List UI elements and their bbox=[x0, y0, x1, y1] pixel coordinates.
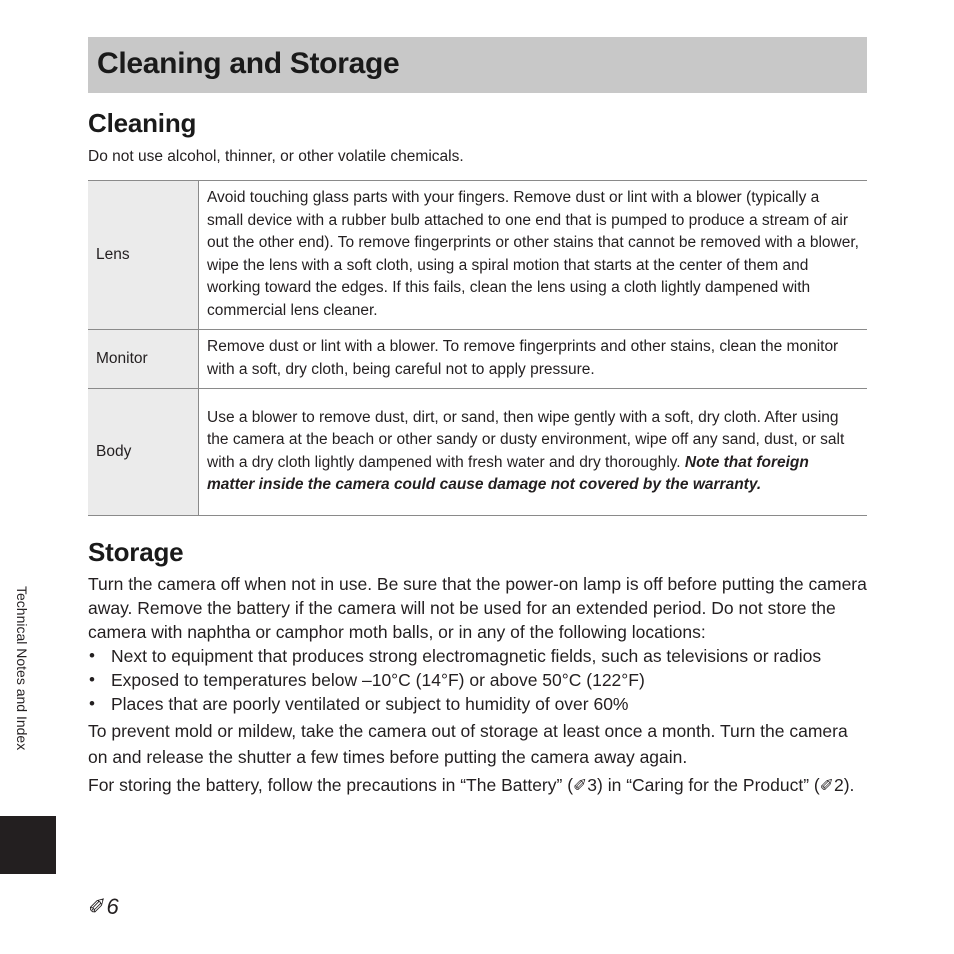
list-item bbox=[88, 692, 867, 716]
storage-section bbox=[88, 572, 867, 799]
technical-notes-icon: ✐ bbox=[573, 776, 588, 795]
bullet-icon: • bbox=[89, 646, 95, 665]
technical-notes-icon: ✐ bbox=[819, 776, 834, 795]
row-label-lens: Lens bbox=[88, 181, 199, 330]
storage-heading: Storage bbox=[88, 537, 184, 567]
row-label-monitor: Monitor bbox=[88, 330, 199, 389]
battery-text-3: ). bbox=[843, 775, 855, 795]
title-bar bbox=[88, 37, 867, 93]
bullet-icon: • bbox=[89, 670, 95, 689]
page-title: Cleaning and Storage bbox=[97, 47, 400, 80]
page-number-value: 6 bbox=[106, 894, 119, 919]
table-row bbox=[88, 389, 867, 516]
bullet-icon: • bbox=[89, 694, 95, 713]
body-text: Use a blower to remove dust, dirt, or sand, then wipe gently with a soft, dry cloth. After using the camera at the beach or other sandy or dusty environment, wipe off any sand, dust, or salt with a dry cloth lightly dampened with fresh water and dry thoroughly. bbox=[207, 408, 845, 471]
list-item-text: Next to equipment that produces strong electromagnetic fields, such as televisions or radios bbox=[111, 646, 822, 666]
side-tab-label: Technical Notes and Index bbox=[14, 586, 30, 751]
list-item bbox=[88, 644, 867, 668]
storage-intro: Turn the camera off when not in use. Be sure that the power-on lamp is off before putting the camera away. Remove the battery if the camera will not be used for an extended period. Do not store the camera with naphtha or camphor moth balls, or in any of the following locations: bbox=[88, 574, 867, 642]
section-tab-marker bbox=[0, 816, 56, 874]
row-label-body: Body bbox=[88, 389, 199, 516]
list-item-text: Exposed to temperatures below –10°C (14°F) or above 50°C (122°F) bbox=[111, 670, 645, 690]
technical-notes-icon: ✐ bbox=[88, 894, 107, 919]
caring-ref-link[interactable]: 2 bbox=[833, 775, 844, 795]
list-item bbox=[88, 668, 867, 692]
table-row bbox=[88, 330, 867, 389]
row-text-lens: Avoid touching glass parts with your fingers. Remove dust or lint with a blower (typically a small device with a rubber bulb attached to one end that is pumped to produce a stream of air out the other end). To remove fingerprints or other stains that cannot be removed with a blower, wipe the lens with a soft cloth, using a spiral motion that starts at the center of them and working toward the edges. If this fails, clean the lens using a cloth lightly dampened with commercial lens cleaner. bbox=[199, 181, 868, 330]
list-item-text: Places that are poorly ventilated or subject to humidity of over 60% bbox=[111, 694, 629, 714]
cleaning-intro: Do not use alcohol, thinner, or other volatile chemicals. bbox=[88, 148, 464, 165]
page-number bbox=[88, 894, 119, 920]
cleaning-table bbox=[88, 180, 867, 516]
table-row bbox=[88, 181, 867, 330]
warranty-note: Note that foreign matter inside the camera could cause damage not covered by the warranty. bbox=[207, 453, 809, 493]
battery-ref-link[interactable]: 3 bbox=[587, 775, 598, 795]
storage-locations-list bbox=[88, 644, 867, 716]
battery-text-2: ) in “Caring for the Product” ( bbox=[597, 775, 820, 795]
mold-paragraph: To prevent mold or mildew, take the camera out of storage at least once a month. Turn the camera on and release the shutter a few times before putting the camera away again. bbox=[88, 721, 848, 767]
row-text-monitor: Remove dust or lint with a blower. To remove fingerprints and other stains, clean the monitor with a soft, dry cloth, being careful not to apply pressure. bbox=[199, 330, 868, 389]
row-text-body bbox=[199, 389, 868, 516]
cleaning-heading: Cleaning bbox=[88, 108, 197, 138]
battery-paragraph bbox=[88, 772, 867, 799]
battery-text-1: For storing the battery, follow the precautions in “The Battery” ( bbox=[88, 775, 574, 795]
